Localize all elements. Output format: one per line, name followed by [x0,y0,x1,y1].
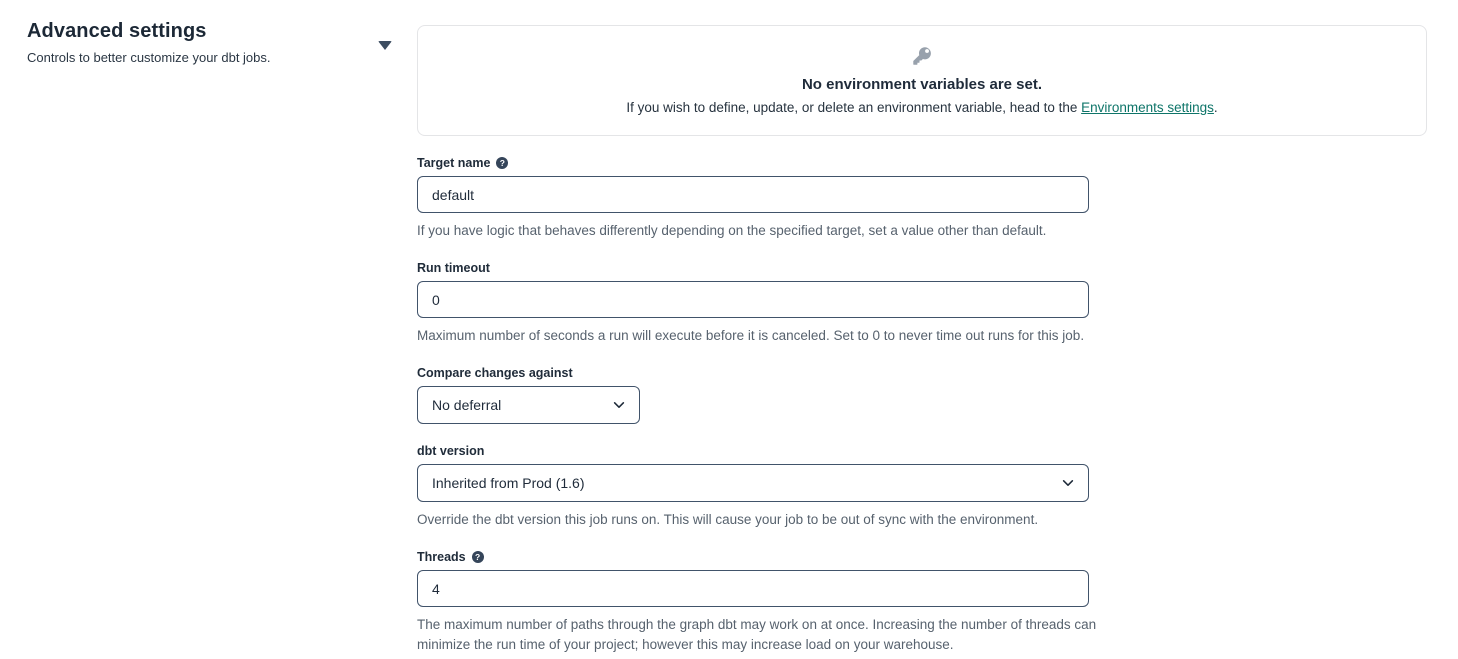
target-name-label: Target name [417,155,491,170]
collapse-section-button[interactable] [374,36,396,54]
field-run-timeout [417,260,1097,346]
run-timeout-input[interactable] [417,281,1089,318]
threads-input[interactable] [417,570,1089,607]
compare-changes-select[interactable] [417,386,640,424]
page-title: Advanced settings [27,20,207,42]
section-header [27,20,367,65]
page-subtitle: Controls to better customize your dbt jobs. [27,50,271,65]
chevron-down-icon [612,398,626,412]
dbt-version-label: dbt version [417,443,485,458]
environments-settings-link[interactable]: Environments settings [1081,100,1214,115]
env-vars-message-suffix: . [1213,100,1218,115]
env-vars-message-prefix: If you wish to define, update, or delete an environment variable, head to the [626,100,1082,115]
compare-changes-value: No deferral [432,397,502,413]
chevron-down-icon [1061,476,1075,490]
field-threads [417,549,1097,655]
key-icon [911,45,933,67]
advanced-settings-panel [417,25,1427,655]
run-timeout-help: Maximum number of seconds a run will execute before it is canceled. Set to 0 to never time out runs for this job. [417,328,1085,343]
compare-changes-label: Compare changes against [417,365,573,380]
threads-help: The maximum number of paths through the graph dbt may work on at once. Increasing the number of threads can minimize the run time of your project; however this may increase load on your warehouse. [417,617,1097,652]
help-icon[interactable]: ? [496,157,508,169]
run-timeout-label: Run timeout [417,260,490,275]
help-icon[interactable]: ? [472,551,484,563]
target-name-help: If you have logic that behaves differently depending on the specified target, set a value other than default. [417,223,1047,238]
field-target-name [417,155,1097,241]
dbt-version-select[interactable] [417,464,1089,502]
field-compare-changes [417,365,1097,424]
env-vars-empty-message [626,100,1217,115]
target-name-input[interactable] [417,176,1089,213]
caret-down-icon [378,41,392,50]
threads-label: Threads [417,549,466,564]
dbt-version-help: Override the dbt version this job runs on. This will cause your job to be out of sync with the environment. [417,512,1039,527]
env-vars-empty-card [417,25,1427,136]
dbt-version-value: Inherited from Prod (1.6) [432,475,585,491]
field-dbt-version [417,443,1097,530]
env-vars-empty-title: No environment variables are set. [801,76,1043,93]
